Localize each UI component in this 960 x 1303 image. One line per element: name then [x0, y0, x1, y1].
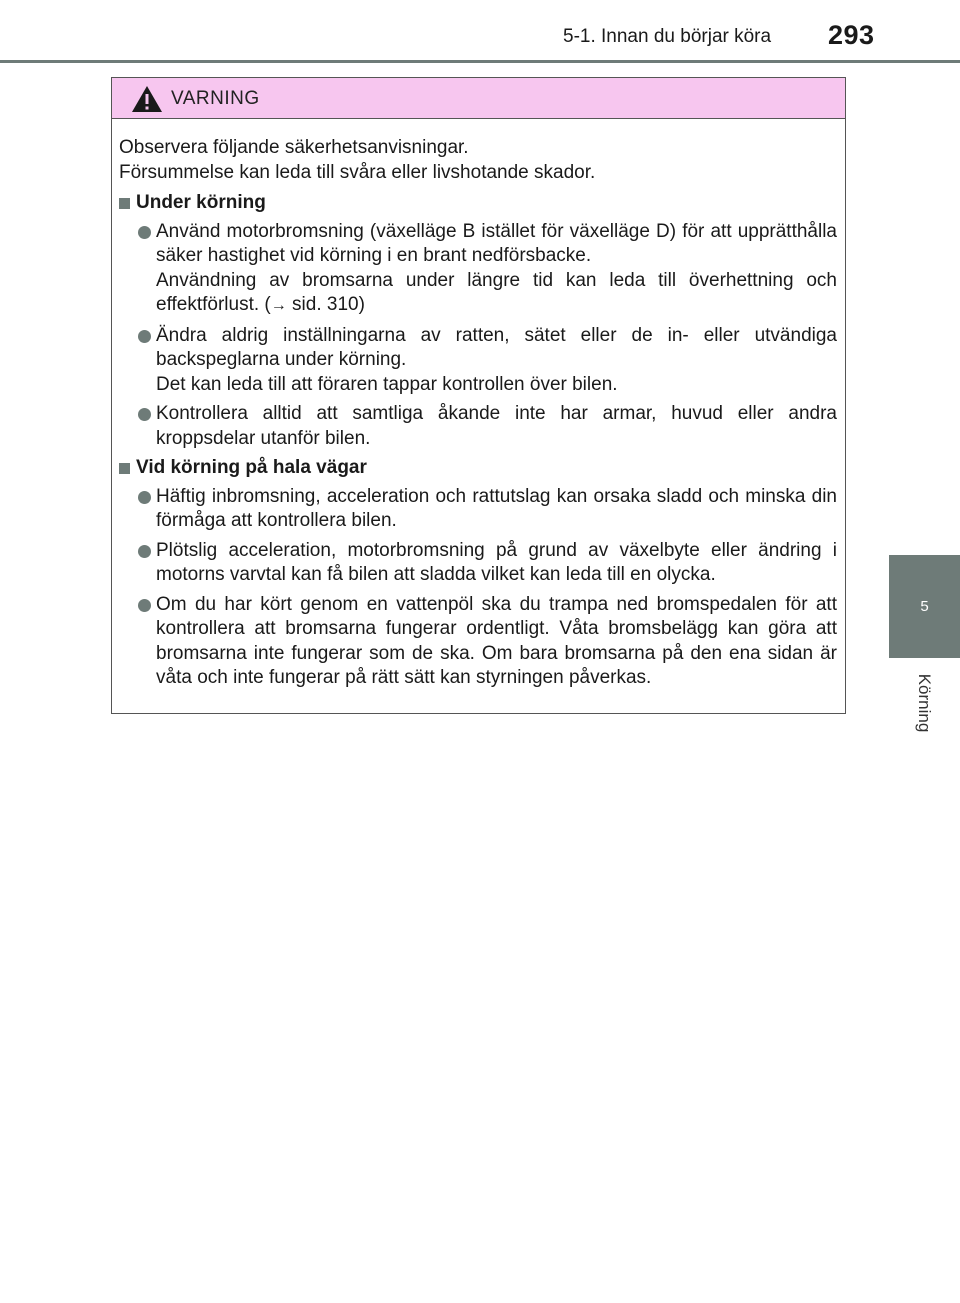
item-text: Om du har kört genom en vattenpöl ska du trampa ned bromspedalen för att kontrollera att bromsarna fungerar ordentligt. Våta bromsbelägg kan göra att bromsarna inte fungerar som de ska. Om bara bromsarna på den ena sidan är våta och inte fungerar på rätt sätt kan styrningen påverkas. [156, 593, 837, 688]
section-header-title: 5-1. Innan du börjar köra [563, 26, 772, 47]
item-text: Plötslig acceleration, motorbromsning på grund av växelbyte eller ändring i motorns varvtal kan få bilen att sladda vilket kan leda till en olycka. [156, 539, 837, 585]
intro-line-1: Observera följande säkerhetsanvisningar. [119, 137, 469, 158]
item-text: Häftig inbromsning, acceleration och rattutslag kan orsaka sladd och minska din förmåga att kontrollera bilen. [156, 485, 837, 531]
item-text-before-ref: Användning av bromsarna under längre tid kan leda till överhettning och effektförlust. ( [156, 269, 837, 315]
list-item [119, 220, 837, 319]
list-item [119, 539, 837, 588]
section-title-text: Under körning [136, 192, 266, 213]
chapter-label: Körning [915, 673, 934, 733]
item-text-continued [156, 269, 837, 319]
section-title-text: Vid körning på hala vägar [136, 457, 367, 478]
arrow-right-icon: → [270, 297, 287, 314]
page-reference[interactable]: sid. 310) [286, 294, 365, 315]
round-bullet-icon [138, 599, 151, 612]
warning-box [111, 77, 846, 714]
round-bullet-icon [138, 491, 151, 504]
intro-text [119, 136, 837, 185]
round-bullet-icon [138, 545, 151, 558]
round-bullet-icon [138, 408, 151, 421]
warning-body [112, 119, 845, 691]
square-bullet-icon [119, 463, 130, 474]
list-item [119, 593, 837, 691]
warning-triangle-icon [130, 84, 164, 114]
item-text: Använd motorbromsning (växelläge B istället för växelläge D) för att upprätthålla säker hastighet vid körning i en brant nedförsbacke. [156, 220, 837, 266]
square-bullet-icon [119, 198, 130, 209]
item-text: Ändra aldrig inställningarna av ratten, sätet eller de in- eller utvändiga backspeglarna under körning. [156, 324, 837, 370]
warning-header [112, 78, 845, 119]
chapter-tab: 5 [889, 555, 960, 658]
item-text-continued: Det kan leda till att föraren tappar kontrollen över bilen. [156, 373, 618, 395]
warning-title: VARNING [171, 88, 260, 109]
section-title [119, 456, 837, 481]
list-item [119, 324, 837, 398]
page-number: 293 [828, 20, 875, 50]
round-bullet-icon [138, 330, 151, 343]
list-item [119, 485, 837, 534]
section-title [119, 191, 837, 216]
intro-line-2: Försummelse kan leda till svåra eller livshotande skador. [119, 161, 596, 183]
round-bullet-icon [138, 226, 151, 239]
list-item [119, 402, 837, 451]
item-text: Kontrollera alltid att samtliga åkande inte har armar, huvud eller andra kroppsdelar utanför bilen. [156, 403, 837, 449]
header-rule [0, 60, 960, 63]
